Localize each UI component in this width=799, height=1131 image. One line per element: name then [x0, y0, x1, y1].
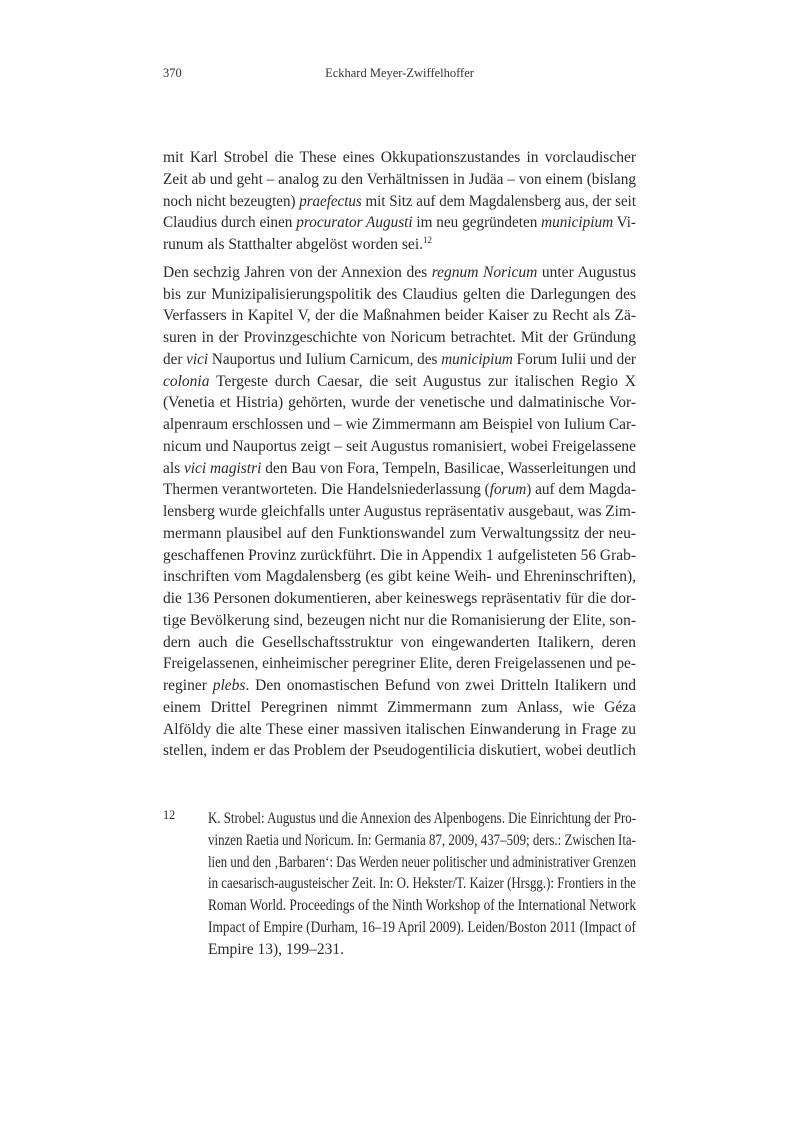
text-line	[163, 697, 636, 719]
text-run: Impact of Empire (Durham, 16–19 April 2009). Leiden/Boston 2011 (Impact of	[208, 918, 636, 936]
text-run: Zeit ab und geht – analog zu den Verhältnissen in Judäa – von einem (bislang	[163, 170, 636, 188]
text-line	[208, 830, 636, 852]
text-run: bis zur Munizipalisierungspolitik des Claudius gelten die Darlegungen des	[163, 285, 636, 303]
text-run: mit Karl Strobel die These eines Okkupationszustandes in vorclaudischer	[163, 149, 636, 166]
text-run: ) auf dem Magda-	[526, 481, 636, 499]
text-run: noch nicht bezeugten)	[163, 192, 300, 210]
text-run: Empire 13), 199–231.	[208, 940, 345, 958]
italic-term: vici	[186, 350, 209, 368]
text-line	[163, 234, 636, 256]
text-line	[163, 327, 636, 349]
text-line	[208, 895, 636, 917]
text-run: geschaffenen Provinz zurückführt. Die in Appendix 1 aufgelisteten 56 Grab-	[163, 546, 636, 564]
text-run: mermann plausibel auf den Funktionswandel zum Verwaltungssitz der neu-	[163, 524, 636, 542]
text-run: runum als Statthalter abgelöst worden sei.	[163, 236, 423, 253]
text-run: Claudius durch einen	[163, 214, 297, 232]
footnote-text	[208, 808, 636, 960]
text-run: in caesarisch-augusteischer Zeit. In: O. Hekster/T. Kaizer (Hrsgg.): Frontiers in the	[208, 875, 636, 893]
text-run: Forum Iulii und der	[512, 350, 636, 368]
running-head: Eckhard Meyer-Zwiffelhoffer	[325, 66, 474, 80]
italic-term: plebs	[212, 677, 246, 694]
text-line	[163, 262, 636, 284]
text-line	[163, 653, 636, 675]
text-run: Tergeste durch Caesar, die seit Augustus zur italischen Regio X	[209, 372, 636, 390]
italic-term: praefectus	[299, 192, 362, 210]
text-line	[208, 873, 636, 895]
text-line	[163, 588, 636, 610]
text-line	[163, 566, 636, 588]
text-line	[163, 501, 636, 523]
text-run: . Den onomastischen Befund von zwei Dritteln Italikern und	[245, 677, 637, 694]
paragraph	[163, 147, 636, 256]
text-line	[163, 436, 636, 458]
italic-term: vici magistri	[183, 459, 262, 477]
text-run: vinzen Raetia und Noricum. In: Germania 87, 2009, 437–509; ders.: Zwischen Ita-	[208, 831, 636, 849]
text-run: (Venetia et Histria) gehörten, wurde der venetische und dalmatinische Vor-	[163, 394, 636, 412]
text-run: alpenraum erschlossen und – wie Zimmermann am Beispiel von Iulium Car-	[163, 416, 636, 433]
italic-term: regnum Noricum	[431, 263, 538, 281]
text-run: unter Augustus	[537, 263, 637, 281]
text-line	[163, 545, 636, 567]
text-run: K. Strobel: Augustus und die Annexion des Alpenbogens. Die Einrichtung der Pro-	[208, 810, 636, 827]
text-run: tige Bevölkerung sind, bezeugen nicht nur die Romanisierung der Elite, son-	[163, 611, 636, 629]
text-run: Verfassers in Kapitel V, der die Maßnahmen beider Kaiser zu Recht als Zä-	[163, 307, 636, 325]
text-line	[163, 719, 636, 741]
text-run: Nauportus und Iulium Carnicum, des	[208, 350, 442, 368]
text-run: der	[163, 350, 187, 368]
text-run: inschriften vom Magdalensberg (es gibt keine Weih- und Ehreninschriften),	[163, 568, 636, 586]
paragraph	[163, 262, 636, 762]
text-line	[163, 479, 636, 501]
text-run: reginer	[163, 677, 213, 694]
text-line	[163, 392, 636, 414]
text-line	[163, 147, 636, 169]
text-line	[163, 284, 636, 306]
text-run: mit Sitz auf dem Magdalensberg aus, der seit	[361, 192, 636, 210]
text-run: lien und den ‚Barbaren‘: Das Werden neuer politischer und administrativer Grenzen	[208, 853, 636, 871]
text-line	[163, 349, 636, 371]
text-run: einem Drittel Peregrinen nimmt Zimmermann zum Anlass, wie Géza	[163, 698, 636, 716]
text-line	[208, 939, 636, 961]
text-run: die 136 Personen dokumentieren, aber keineswegs repräsentativ für die dor-	[163, 590, 636, 607]
text-line	[163, 675, 636, 697]
text-line	[208, 808, 636, 830]
text-line	[208, 852, 636, 874]
text-line	[208, 917, 636, 939]
text-run: lensberg wurde gleichfalls unter Augustus repräsentativ ausgebaut, was Zim-	[163, 503, 636, 520]
italic-term: forum	[489, 481, 527, 499]
text-run: Vi-	[613, 214, 636, 232]
text-run: dern auch die Gesellschaftsstruktur von eingewanderten Italikern, deren	[163, 633, 636, 651]
italic-term: procurator Augusti	[296, 214, 413, 232]
text-run: stellen, indem er das Problem der Pseudogentilicia diskutiert, wobei deutlich	[163, 742, 636, 760]
text-line	[163, 632, 636, 654]
italic-term: municipium	[441, 350, 513, 368]
text-run: Freigelassenen, einheimischer peregriner Elite, deren Freigelassenen und pe-	[163, 655, 636, 673]
text-line	[163, 305, 636, 327]
text-run: Alföldy die alte These einer massiven italischen Einwanderung in Frage zu	[163, 720, 636, 738]
footnote-number: 12	[163, 808, 176, 822]
text-run: den Bau von Fora, Tempeln, Basilicae, Wasserleitungen und	[261, 459, 636, 477]
text-line	[163, 740, 636, 762]
italic-term: colonia	[163, 372, 210, 390]
text-line	[163, 610, 636, 632]
text-line	[163, 414, 636, 436]
text-line	[163, 458, 636, 480]
body-text	[163, 147, 636, 762]
text-run: Thermen verantworteten. Die Handelsniederlassung (	[163, 481, 490, 499]
text-line	[163, 212, 636, 234]
text-run: Den sechzig Jahren von der Annexion des	[163, 263, 432, 281]
text-line	[163, 191, 636, 213]
footnote-ref: 12	[423, 235, 432, 245]
page-number: 370	[163, 66, 182, 80]
text-run: als	[163, 459, 184, 477]
italic-term: municipium	[541, 214, 614, 232]
text-line	[163, 371, 636, 393]
text-run: im neu gegründeten	[412, 214, 542, 232]
text-run: nicum und Nauportus zeigt – seit Augustus romanisiert, wobei Freigelassene	[163, 437, 636, 455]
text-run: suren in der Provinzgeschichte von Noricum betrachtet. Mit der Gründung	[163, 329, 636, 346]
text-run: Roman World. Proceedings of the Ninth Workshop of the International Network	[208, 897, 636, 914]
text-line	[163, 169, 636, 191]
text-line	[163, 523, 636, 545]
